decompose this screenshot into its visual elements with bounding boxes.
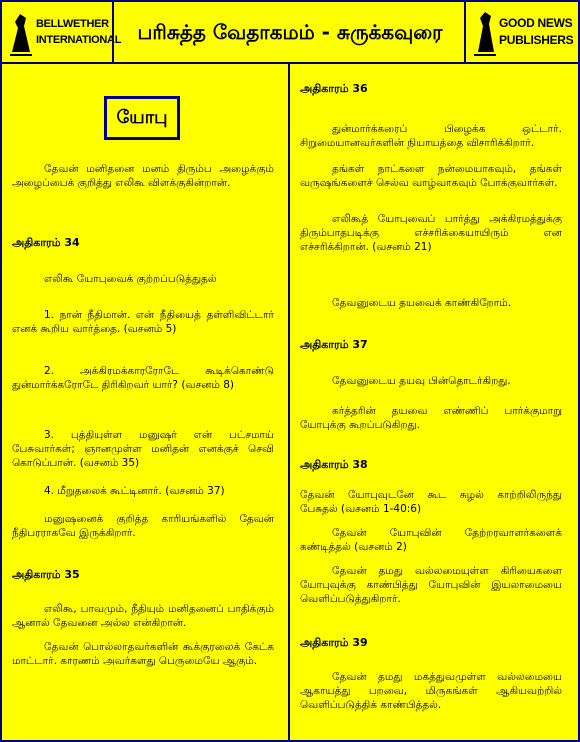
- header: [2, 2, 578, 62]
- chapter-36-paragraph-2: தங்கள் நாட்களை நன்மையாகவும், தங்கள் வருஷங்களைச் செல்வ வாழ்வாகவும் போக்குவார்கள்.: [300, 163, 562, 189]
- chapter-35-heading: அதிகாரம் 35: [12, 568, 80, 581]
- chapter-34-item-1: 1. நான் நீதிமான். என் நீதியைத் தள்ளிவிட்டார் எனக் கூறிய வார்த்தை. (வசனம் 5): [12, 309, 274, 335]
- chapter-37-heading: அதிகாரம் 37: [300, 338, 368, 351]
- intro-paragraph: தேவன் மனிதனை மனம் திரும்ப அழைக்கும் அழைப்பைக் குறித்து எலிகூ விளக்குகின்றான்.: [12, 163, 274, 189]
- chapter-39-paragraph-1: தேவன் தமது மகத்துவமுள்ள வல்லமையை ஆகாயத்து பறவை, மிருகங்கள் ஆகியவற்றில் வெளிப்படுத்திக் காண்பித்தல்.: [300, 671, 562, 711]
- chapter-34-closing: மனுஷனைக் குறித்த காரியங்களில் தேவன் நீதிபரராகவே இருக்கிறார்.: [12, 513, 274, 539]
- logo-line1: BELLWETHER: [36, 18, 109, 30]
- chapter-36-heading: அதிகாரம் 36: [300, 82, 368, 95]
- chapter-34-subtitle: எலிகூ யோபுவைக் குற்றப்படுத்துதல்: [44, 273, 217, 285]
- chapter-38-paragraph-1: தேவன் யோபுவுடனே கூட சுழல் காற்றிலிருந்து பேசுதல் (வசனம் 1-40:6): [300, 489, 562, 515]
- chapter-37-paragraph-2: கர்த்தரின் தயவை எண்ணிப் பார்க்குமாறு யோபுக்கு கூறப்படுகிறது.: [300, 405, 562, 431]
- messenger-figure-icon: [472, 8, 498, 56]
- good-news-logo: [466, 2, 578, 62]
- logo-line1: GOOD NEWS: [499, 16, 573, 30]
- chapter-38-paragraph-2: தேவன் யோபுவின் தேற்றரவாளர்களைக் கண்டித்தல் (வசனம் 2): [300, 527, 562, 553]
- chapter-34-heading: அதிகாரம் 34: [12, 236, 80, 249]
- header-divider: [2, 62, 578, 64]
- chapter-36-paragraph-3: எலிகூத் யோபுவைப் பார்த்து அக்கிரமத்துக்கு திரும்பாதபடிக்கு எச்சரிக்கையாயிரும் என எச்சரிக்கிறான். (வசனம் 21): [300, 213, 562, 253]
- chapter-37-paragraph-1: தேவனுடைய தயவு பின்தொடர்கிறது.: [332, 375, 511, 387]
- title-box: [114, 2, 466, 62]
- chapter-38-heading: அதிகாரம் 38: [300, 458, 368, 471]
- book-title: யோபு: [104, 96, 180, 140]
- chapter-36-paragraph-1: துன்மார்க்கரைப் பிழைக்க ஒட்டார். சிறுமையானவர்களின் நியாயத்தை விசாரிக்கிறார்.: [300, 123, 562, 149]
- chapter-35-paragraph-1: எலிகூ, பாவமும், நீதியும் மனிதனைப் பாதிக்கும் ஆனால் தேவனை அல்ல என்கிறான்.: [12, 603, 274, 629]
- chapter-39-heading: அதிகாரம் 39: [300, 636, 368, 649]
- logo-line2: PUBLISHERS: [499, 33, 574, 47]
- ram-figure-icon: [8, 8, 34, 56]
- chapter-36-paragraph-4: தேவனுடைய தயவைக் காண்கிறோம்.: [332, 297, 512, 309]
- chapter-38-paragraph-3: தேவன் தமது வல்லமையுள்ள கிரியைகளை யோபுவுக்கு காண்பித்து யோபுவின் இயலாமையை வெளிப்படுத்துகிறார்.: [300, 565, 562, 605]
- logo-line2: INTERNATIONAL: [36, 34, 122, 46]
- chapter-34-item-3: 3. புத்தியுள்ள மனுஷர் என் பட்சமாய் பேசுவார்கள்; ஞானமுள்ள மனிதன் எனக்குச் செவி கொடுப்பான். (வசனம் 35): [12, 429, 274, 469]
- page-title: பரிசுத்த வேதாகமம் - சுருக்கவுரை: [137, 20, 443, 44]
- chapter-34-item-4: 4. மீறுதலைக் கூட்டினார். (வசனம் 37): [44, 485, 225, 497]
- chapter-35-paragraph-2: தேவன் பொல்லாதவர்களின் கூக்குரலைக் கேட்க மாட்டார். காரணம் அவர்களது பெருமையே ஆகும்.: [12, 641, 274, 667]
- column-divider: [288, 64, 290, 740]
- chapter-34-item-2: 2. அக்கிரமக்காரரோடே கூடிக்கொண்டு துன்மார்க்கரோடே திரிகிறவர் யார்? (வசனம் 8): [12, 365, 274, 391]
- bellwether-logo: [2, 2, 122, 62]
